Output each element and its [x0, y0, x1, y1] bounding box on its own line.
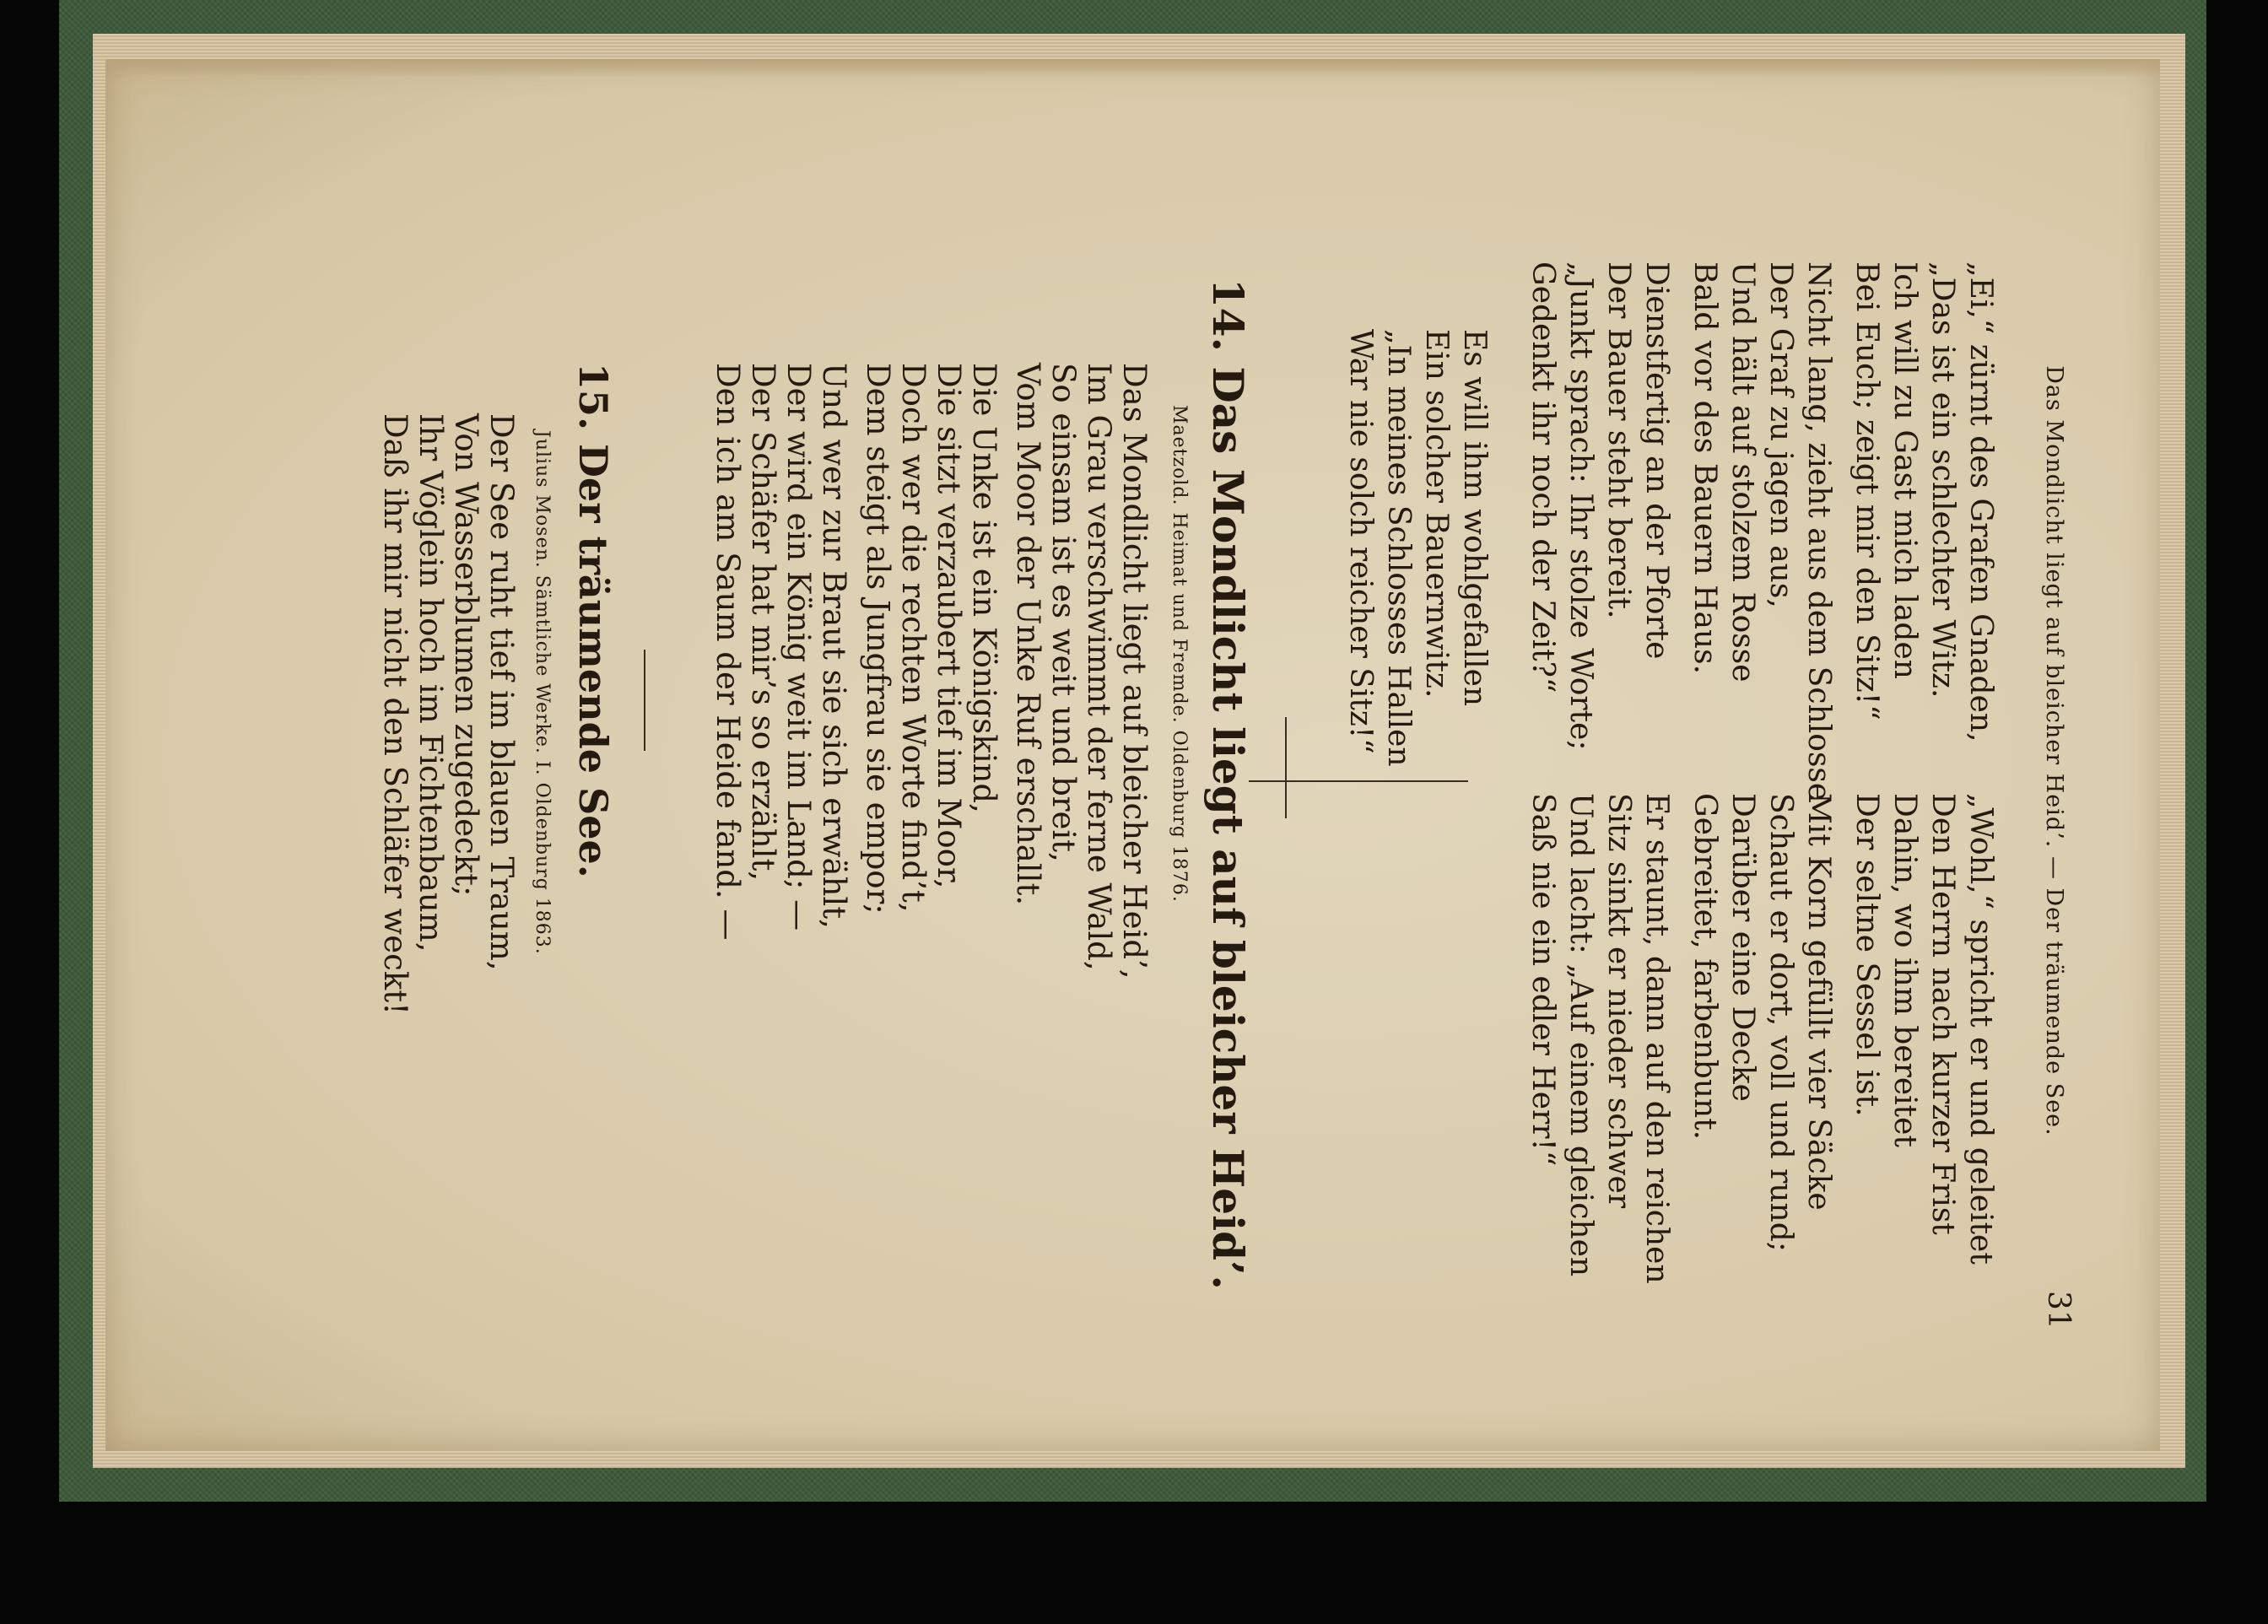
- verse-line: Dem steigt als Jungfrau sie empor;: [860, 363, 896, 915]
- verse-line: Mit Korn gefüllt vier Säcke: [1801, 793, 1836, 1211]
- poem-15-source: Julius Mosen. Sämtliche Werke. I. Oldenburg 1863.: [532, 430, 553, 955]
- verse-line: Die Unke ist ein Königskind,: [966, 363, 1002, 813]
- verse-line: Gedenkt ihr noch der Zeit?“: [1526, 262, 1560, 693]
- verse-line: Ein solcher Bauernwitz.: [1419, 329, 1454, 699]
- verse-line: Vom Moor der Unke Ruf erschallt.: [1010, 363, 1046, 906]
- verse-line: Der Graf zu jagen aus,: [1763, 262, 1798, 608]
- page-content: [105, 59, 2160, 1451]
- verse-line: Er staunt, dann auf den reichen: [1639, 793, 1674, 1284]
- verse-line: Die sitzt verzaubert tief im Moor,: [931, 363, 967, 889]
- verse-line: „Das ist ein schlechter Witz.: [1925, 262, 1960, 699]
- verse-line: Dahin, wo ihm bereitet: [1887, 793, 1922, 1147]
- verse-line: Und wer zur Braut sie sich erwählt,: [816, 363, 852, 929]
- verse-line: Es will ihm wohlgefallen: [1457, 329, 1492, 707]
- poem-14-body: [710, 363, 1152, 979]
- verse-line: Dienstfertig an der Pforte: [1639, 262, 1674, 660]
- verse-line: Der seltne Sessel ist.: [1850, 793, 1884, 1117]
- poem-15-body: [377, 413, 519, 1015]
- poem-15-title: 15. Der träumende See.: [570, 363, 616, 878]
- verse-line: Das Mondlicht liegt auf bleicher Heid’,: [1116, 363, 1153, 979]
- verse-line: Sitz sinkt er nieder schwer: [1601, 793, 1636, 1209]
- verse-line: Saß nie ein edler Herr!“: [1526, 793, 1560, 1167]
- continuation-right-column: [1524, 793, 2000, 1284]
- verse-line: Der Bauer steht bereit.: [1601, 262, 1636, 619]
- verse-line: Der wird ein König weit im Land; —: [780, 363, 817, 931]
- book-page: [105, 59, 2160, 1451]
- continuation-left-column: [1524, 262, 2000, 801]
- verse-line: Und hält auf stolzem Rosse: [1725, 262, 1760, 683]
- verse-line: War nie solch reicher Sitz!“: [1343, 329, 1378, 754]
- verse-line: Ihr Vöglein hoch im Fichtenbaum,: [413, 413, 449, 952]
- verse-line: Bei Euch; zeigt mir den Sitz!“: [1850, 262, 1884, 720]
- section-rule: [1285, 717, 1287, 818]
- verse-line: „Ei,“ zürnt des Grafen Gnaden,: [1963, 262, 1998, 742]
- verse-line: Der Schäfer hat mir’s so erzählt,: [745, 363, 781, 882]
- poem-14-source: Maetzold. Heimat und Fremde. Oldenburg 1876.: [1169, 405, 1190, 903]
- verse-line: Ich will zu Gast mich laden: [1887, 262, 1922, 679]
- verse-line: Und lacht: „Auf einem gleichen: [1563, 793, 1598, 1277]
- verse-line: „Junkt sprach: Ihr stolze Worte;: [1563, 262, 1598, 751]
- poem-14-title: 14. Das Mondlicht liegt auf bleicher Heid’.: [1203, 278, 1253, 1290]
- page-number: 31: [2041, 1291, 2076, 1330]
- verse-line: Schaut er dort, voll und rund;: [1763, 793, 1798, 1252]
- verse-line: „Wohl,“ spricht er und geleitet: [1963, 793, 1998, 1265]
- verse-line: So einsam ist es weit und breit,: [1045, 363, 1082, 862]
- verse-line: Im Grau verschwimmt der ferne Wald,: [1081, 363, 1117, 971]
- verse-line: Den ich am Saum der Heide fand. —: [710, 363, 746, 941]
- running-head: Das Mondlicht liegt auf bleicher Heid’. — Der träumende See.: [2041, 365, 2067, 1136]
- section-rule: [644, 650, 645, 751]
- verse-line: Gebreitet, farbenbunt.: [1688, 793, 1722, 1141]
- verse-line: „In meines Schlosses Hallen: [1381, 329, 1416, 767]
- verse-line: Der See ruht tief im blauen Traum,: [483, 413, 520, 971]
- verse-line: Von Wasserblumen zugedeckt;: [448, 413, 484, 897]
- verse-line: Nicht lang, zieht aus dem Schlosse: [1801, 262, 1836, 801]
- verse-line: Darüber eine Decke: [1725, 793, 1760, 1102]
- verse-line: Doch wer die rechten Worte find’t,: [895, 363, 932, 913]
- continuation-left-final-stanza: [1342, 329, 1493, 767]
- verse-line: Bald vor des Bauern Haus.: [1688, 262, 1722, 675]
- verse-line: Den Herrn nach kurzer Frist: [1925, 793, 1960, 1235]
- verse-line: Daß ihr mir nicht den Schläfer weckt!: [377, 413, 413, 1015]
- column-divider: [1249, 780, 1468, 782]
